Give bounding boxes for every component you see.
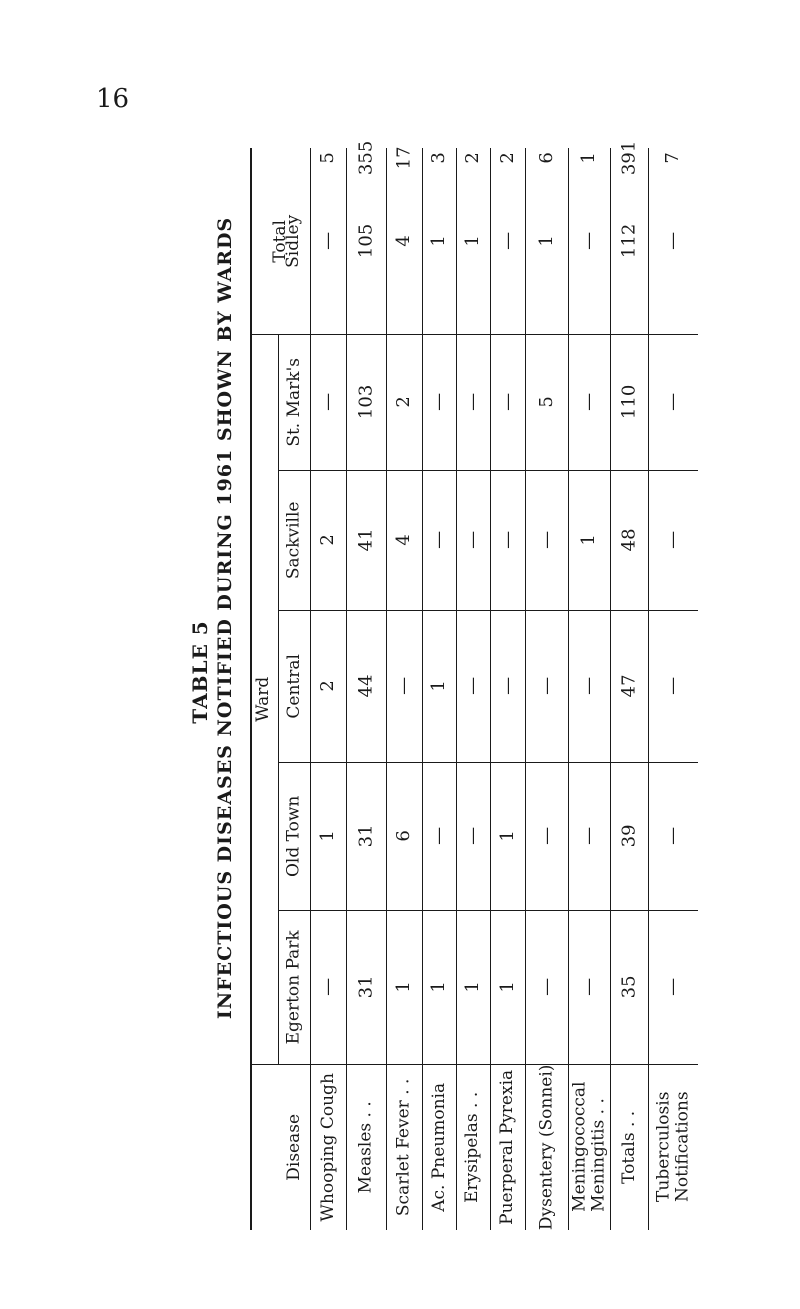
count-value-cell: [346, 910, 386, 1064]
count-value-cell: [310, 148, 346, 168]
count-value-cell: [386, 762, 422, 910]
count-value-cell: [648, 762, 698, 910]
ward-column-header: Central: [283, 653, 304, 719]
count-value: 1: [428, 981, 450, 993]
count-value-cell: [648, 334, 698, 470]
count-value: —: [535, 977, 557, 996]
count-value-cell: [648, 148, 698, 168]
count-value-cell: [456, 334, 490, 470]
count-value: 1: [317, 830, 339, 842]
count-value-cell: [310, 610, 346, 762]
count-value-cell: [346, 140, 386, 176]
count-value-cell: [525, 610, 568, 762]
count-value: 1: [428, 680, 450, 692]
disease-ward-table: [250, 140, 698, 1230]
count-value: —: [496, 392, 518, 411]
disease-name: Totals . .: [618, 1110, 639, 1184]
page-number: 16: [96, 84, 130, 114]
disease-name: Measles . .: [355, 1100, 376, 1194]
total-header-cell: [250, 148, 310, 334]
count-value-cell: [386, 148, 422, 168]
disease-name: Tuberculosis Notifications: [653, 1091, 692, 1203]
ward-column-header: Old Town: [283, 795, 304, 877]
count-value: 103: [355, 384, 377, 420]
count-value-cell: [525, 334, 568, 470]
ward-column-header-cell: [278, 610, 310, 762]
count-value-cell: [568, 334, 610, 470]
count-value-cell: [386, 910, 422, 1064]
count-value-cell: [456, 470, 490, 610]
count-value: 17: [393, 146, 415, 170]
count-value: 44: [355, 674, 377, 698]
count-value: —: [535, 676, 557, 695]
count-value: 2: [496, 152, 518, 164]
count-value: —: [662, 977, 684, 996]
count-value: 1: [462, 235, 484, 247]
disease-name-cell: [490, 1064, 525, 1230]
count-value: 1: [496, 981, 518, 993]
count-value-cell: [456, 762, 490, 910]
ward-header-cell: [250, 334, 278, 1064]
count-value: —: [496, 530, 518, 549]
disease-name-cell: [648, 1064, 698, 1230]
count-value: —: [662, 231, 684, 250]
count-value-cell: [490, 148, 525, 168]
disease-name: Ac. Pneumonia: [428, 1082, 449, 1212]
count-value: —: [317, 231, 339, 250]
count-value-cell: [568, 762, 610, 910]
table-label: TABLE 5: [188, 620, 212, 724]
count-value: 1: [428, 235, 450, 247]
count-value: —: [428, 392, 450, 411]
count-value: —: [578, 231, 600, 250]
count-value-cell: [610, 910, 648, 1064]
count-value-cell: [568, 148, 610, 168]
count-value-cell: [610, 148, 648, 334]
count-value-cell: [568, 910, 610, 1064]
count-value-cell: [648, 610, 698, 762]
count-value: —: [462, 826, 484, 845]
count-value-cell: [422, 334, 456, 470]
count-value: —: [578, 826, 600, 845]
disease-name: Erysipelas . .: [462, 1091, 483, 1203]
disease-name-cell: [456, 1064, 490, 1230]
count-value-cell: [568, 470, 610, 610]
ward-column-header-cell: [278, 762, 310, 910]
count-value: 2: [462, 152, 484, 164]
count-value-cell: [346, 470, 386, 610]
ward-column-header: Egerton Park: [283, 929, 304, 1045]
count-value: 41: [355, 528, 377, 552]
count-value-cell: [422, 148, 456, 168]
count-value: 31: [355, 975, 377, 999]
count-value: —: [535, 530, 557, 549]
count-value-cell: [422, 910, 456, 1064]
count-value: —: [662, 676, 684, 695]
count-value: 2: [393, 396, 415, 408]
total-header: Total: [269, 219, 290, 263]
count-value: —: [496, 676, 518, 695]
count-value-cell: [648, 470, 698, 610]
count-value: 48: [618, 528, 640, 552]
count-value-cell: [610, 610, 648, 762]
count-value-cell: [346, 762, 386, 910]
count-value: —: [662, 826, 684, 845]
disease-header-cell: [278, 1064, 310, 1230]
count-value: 3: [428, 152, 450, 164]
count-value: 5: [535, 396, 557, 408]
count-value-cell: [386, 148, 422, 334]
count-value-cell: [456, 148, 490, 168]
ward-column-header-cell: [278, 334, 310, 470]
disease-name-cell: [568, 1064, 610, 1230]
count-value: —: [578, 977, 600, 996]
count-value: —: [535, 826, 557, 845]
count-value: 2: [317, 680, 339, 692]
count-value-cell: [490, 470, 525, 610]
count-value: —: [317, 977, 339, 996]
count-value-cell: [422, 610, 456, 762]
count-value-cell: [456, 610, 490, 762]
count-value: 1: [393, 981, 415, 993]
count-value: —: [578, 676, 600, 695]
ward-column-header: Sidley: [283, 214, 304, 268]
disease-name: Puerperal Pyrexia: [497, 1069, 518, 1225]
disease-name-cell: [422, 1064, 456, 1230]
count-value: 2: [317, 534, 339, 546]
count-value-cell: [490, 910, 525, 1064]
count-value-cell: [456, 910, 490, 1064]
count-value: —: [428, 530, 450, 549]
count-value: 110: [618, 384, 640, 420]
count-value: —: [662, 530, 684, 549]
count-value-cell: [610, 334, 648, 470]
count-value: 47: [618, 674, 640, 698]
count-value-cell: [386, 610, 422, 762]
count-value-cell: [648, 910, 698, 1064]
count-value: 31: [355, 824, 377, 848]
count-value: —: [428, 826, 450, 845]
disease-name: Whooping Cough: [317, 1072, 338, 1222]
count-value-cell: [310, 762, 346, 910]
count-value-cell: [610, 470, 648, 610]
count-value: 35: [618, 975, 640, 999]
disease-name-cell: [386, 1064, 422, 1230]
disease-name: Scarlet Fever . .: [393, 1078, 414, 1216]
count-value-cell: [610, 140, 648, 176]
count-value-cell: [456, 148, 490, 334]
count-value-cell: [346, 148, 386, 334]
count-value-cell: [490, 762, 525, 910]
count-value-cell: [525, 910, 568, 1064]
count-value: 39: [618, 824, 640, 848]
count-value-cell: [610, 762, 648, 910]
count-value-cell: [346, 610, 386, 762]
count-value-cell: [386, 470, 422, 610]
count-value-cell: [490, 148, 525, 334]
count-value-cell: [310, 470, 346, 610]
count-value-cell: [490, 610, 525, 762]
ward-column-header: Sackville: [283, 501, 304, 579]
count-value-cell: [422, 762, 456, 910]
count-value: 4: [393, 235, 415, 247]
count-value: 112: [618, 223, 640, 259]
count-value: 1: [462, 981, 484, 993]
disease-name-cell: [525, 1064, 568, 1230]
count-value-cell: [310, 148, 346, 334]
count-value: 5: [317, 152, 339, 164]
count-value: —: [462, 530, 484, 549]
count-value: —: [578, 392, 600, 411]
disease-name: Dysentery (Sonnei): [536, 1064, 557, 1230]
ward-column-header-cell: [278, 470, 310, 610]
count-value-cell: [525, 148, 568, 168]
disease-name-cell: [346, 1064, 386, 1230]
disease-name-cell: [610, 1064, 648, 1230]
count-value-cell: [525, 470, 568, 610]
disease-name: Meningococcal Meningitis . .: [569, 1081, 609, 1213]
ward-column-header-cell: [278, 910, 310, 1064]
count-value: 105: [355, 223, 377, 259]
count-value: —: [462, 676, 484, 695]
count-value: 1: [496, 830, 518, 842]
count-value-cell: [568, 148, 610, 334]
table-title: INFECTIOUS DISEASES NOTIFIED DURING 1961 SHOWN BY WARDS: [214, 216, 236, 1020]
count-value-cell: [422, 470, 456, 610]
count-value: —: [462, 392, 484, 411]
count-value-cell: [346, 334, 386, 470]
count-value-cell: [525, 762, 568, 910]
ward-column-header: St. Mark's: [283, 357, 304, 447]
count-value: —: [662, 392, 684, 411]
count-value: —: [393, 676, 415, 695]
count-value: 7: [662, 152, 684, 164]
count-value-cell: [568, 610, 610, 762]
count-value-cell: [490, 334, 525, 470]
count-value: 6: [393, 830, 415, 842]
count-value: 1: [578, 534, 600, 546]
disease-name-cell: [310, 1064, 346, 1230]
count-value-cell: [422, 148, 456, 334]
count-value-cell: [310, 334, 346, 470]
count-value: 1: [535, 235, 557, 247]
count-value-cell: [386, 334, 422, 470]
count-value: —: [317, 392, 339, 411]
count-value: 6: [535, 152, 557, 164]
ward-header: Ward: [253, 676, 274, 722]
count-value: 4: [393, 534, 415, 546]
count-value: —: [496, 231, 518, 250]
count-value: 391: [618, 140, 640, 176]
count-value: 355: [355, 140, 377, 176]
count-value: 1: [578, 152, 600, 164]
count-value-cell: [310, 910, 346, 1064]
disease-header: Disease: [283, 1113, 304, 1181]
count-value-cell: [648, 148, 698, 334]
count-value-cell: [525, 148, 568, 334]
